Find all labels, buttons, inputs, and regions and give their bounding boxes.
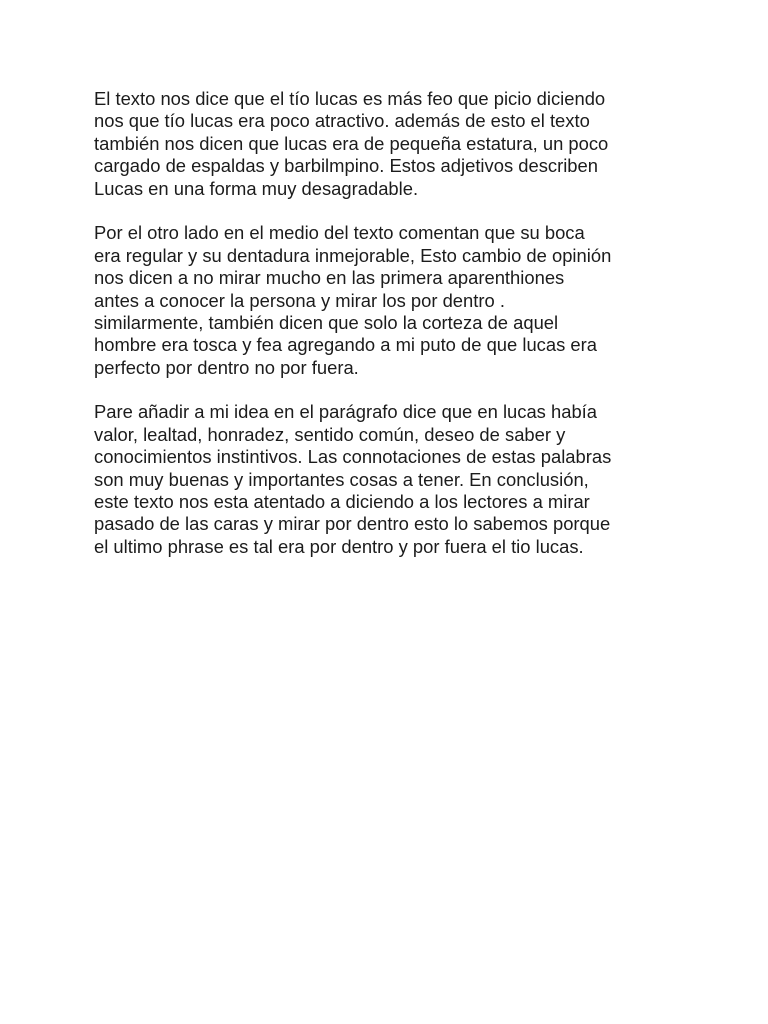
document-body xyxy=(94,88,674,581)
text-line: nos que tío lucas era poco atractivo. además de esto el texto xyxy=(94,110,590,132)
text-line: valor, lealtad, honradez, sentido común, deseo de saber y xyxy=(94,423,566,445)
text-line: conocimientos instintivos. Las connotaciones de estas palabras xyxy=(94,446,612,468)
text-line: Lucas en una forma muy desagradable. xyxy=(94,177,419,199)
text-line: nos dicen a no mirar mucho en las primera aparenthiones xyxy=(94,267,565,289)
paragraph-1 xyxy=(94,88,674,200)
text-line: perfecto por dentro no por fuera. xyxy=(94,356,359,378)
paragraph-3 xyxy=(94,401,674,558)
text-line: era regular y su dentadura inmejorable, Esto cambio de opinión xyxy=(94,244,612,266)
text-line: pasado de las caras y mirar por dentro esto lo sabemos porque xyxy=(94,513,611,535)
text-line: El texto nos dice que el tío lucas es más feo que picio diciendo xyxy=(94,88,606,109)
text-line: Por el otro lado en el medio del texto comentan que su boca xyxy=(94,222,585,244)
text-line: hombre era tosca y fea agregando a mi puto de que lucas era xyxy=(94,334,597,356)
text-line: son muy buenas y importantes cosas a tener. En conclusión, xyxy=(94,468,589,490)
text-line: similarmente, también dicen que solo la corteza de aquel xyxy=(94,311,559,333)
text-line: Pare añadir a mi idea en el parágrafo dice que en lucas había xyxy=(94,401,598,423)
text-line: este texto nos esta atentado a diciendo a los lectores a mirar xyxy=(94,491,590,513)
text-line: también nos dicen que lucas era de pequeña estatura, un poco xyxy=(94,132,609,154)
text-line: el ultimo phrase es tal era por dentro y por fuera el tio lucas. xyxy=(94,535,584,557)
text-line: cargado de espaldas y barbilmpino. Estos adjetivos describen xyxy=(94,155,598,177)
text-line: antes a conocer la persona y mirar los por dentro . xyxy=(94,289,505,311)
paragraph-2 xyxy=(94,222,674,379)
